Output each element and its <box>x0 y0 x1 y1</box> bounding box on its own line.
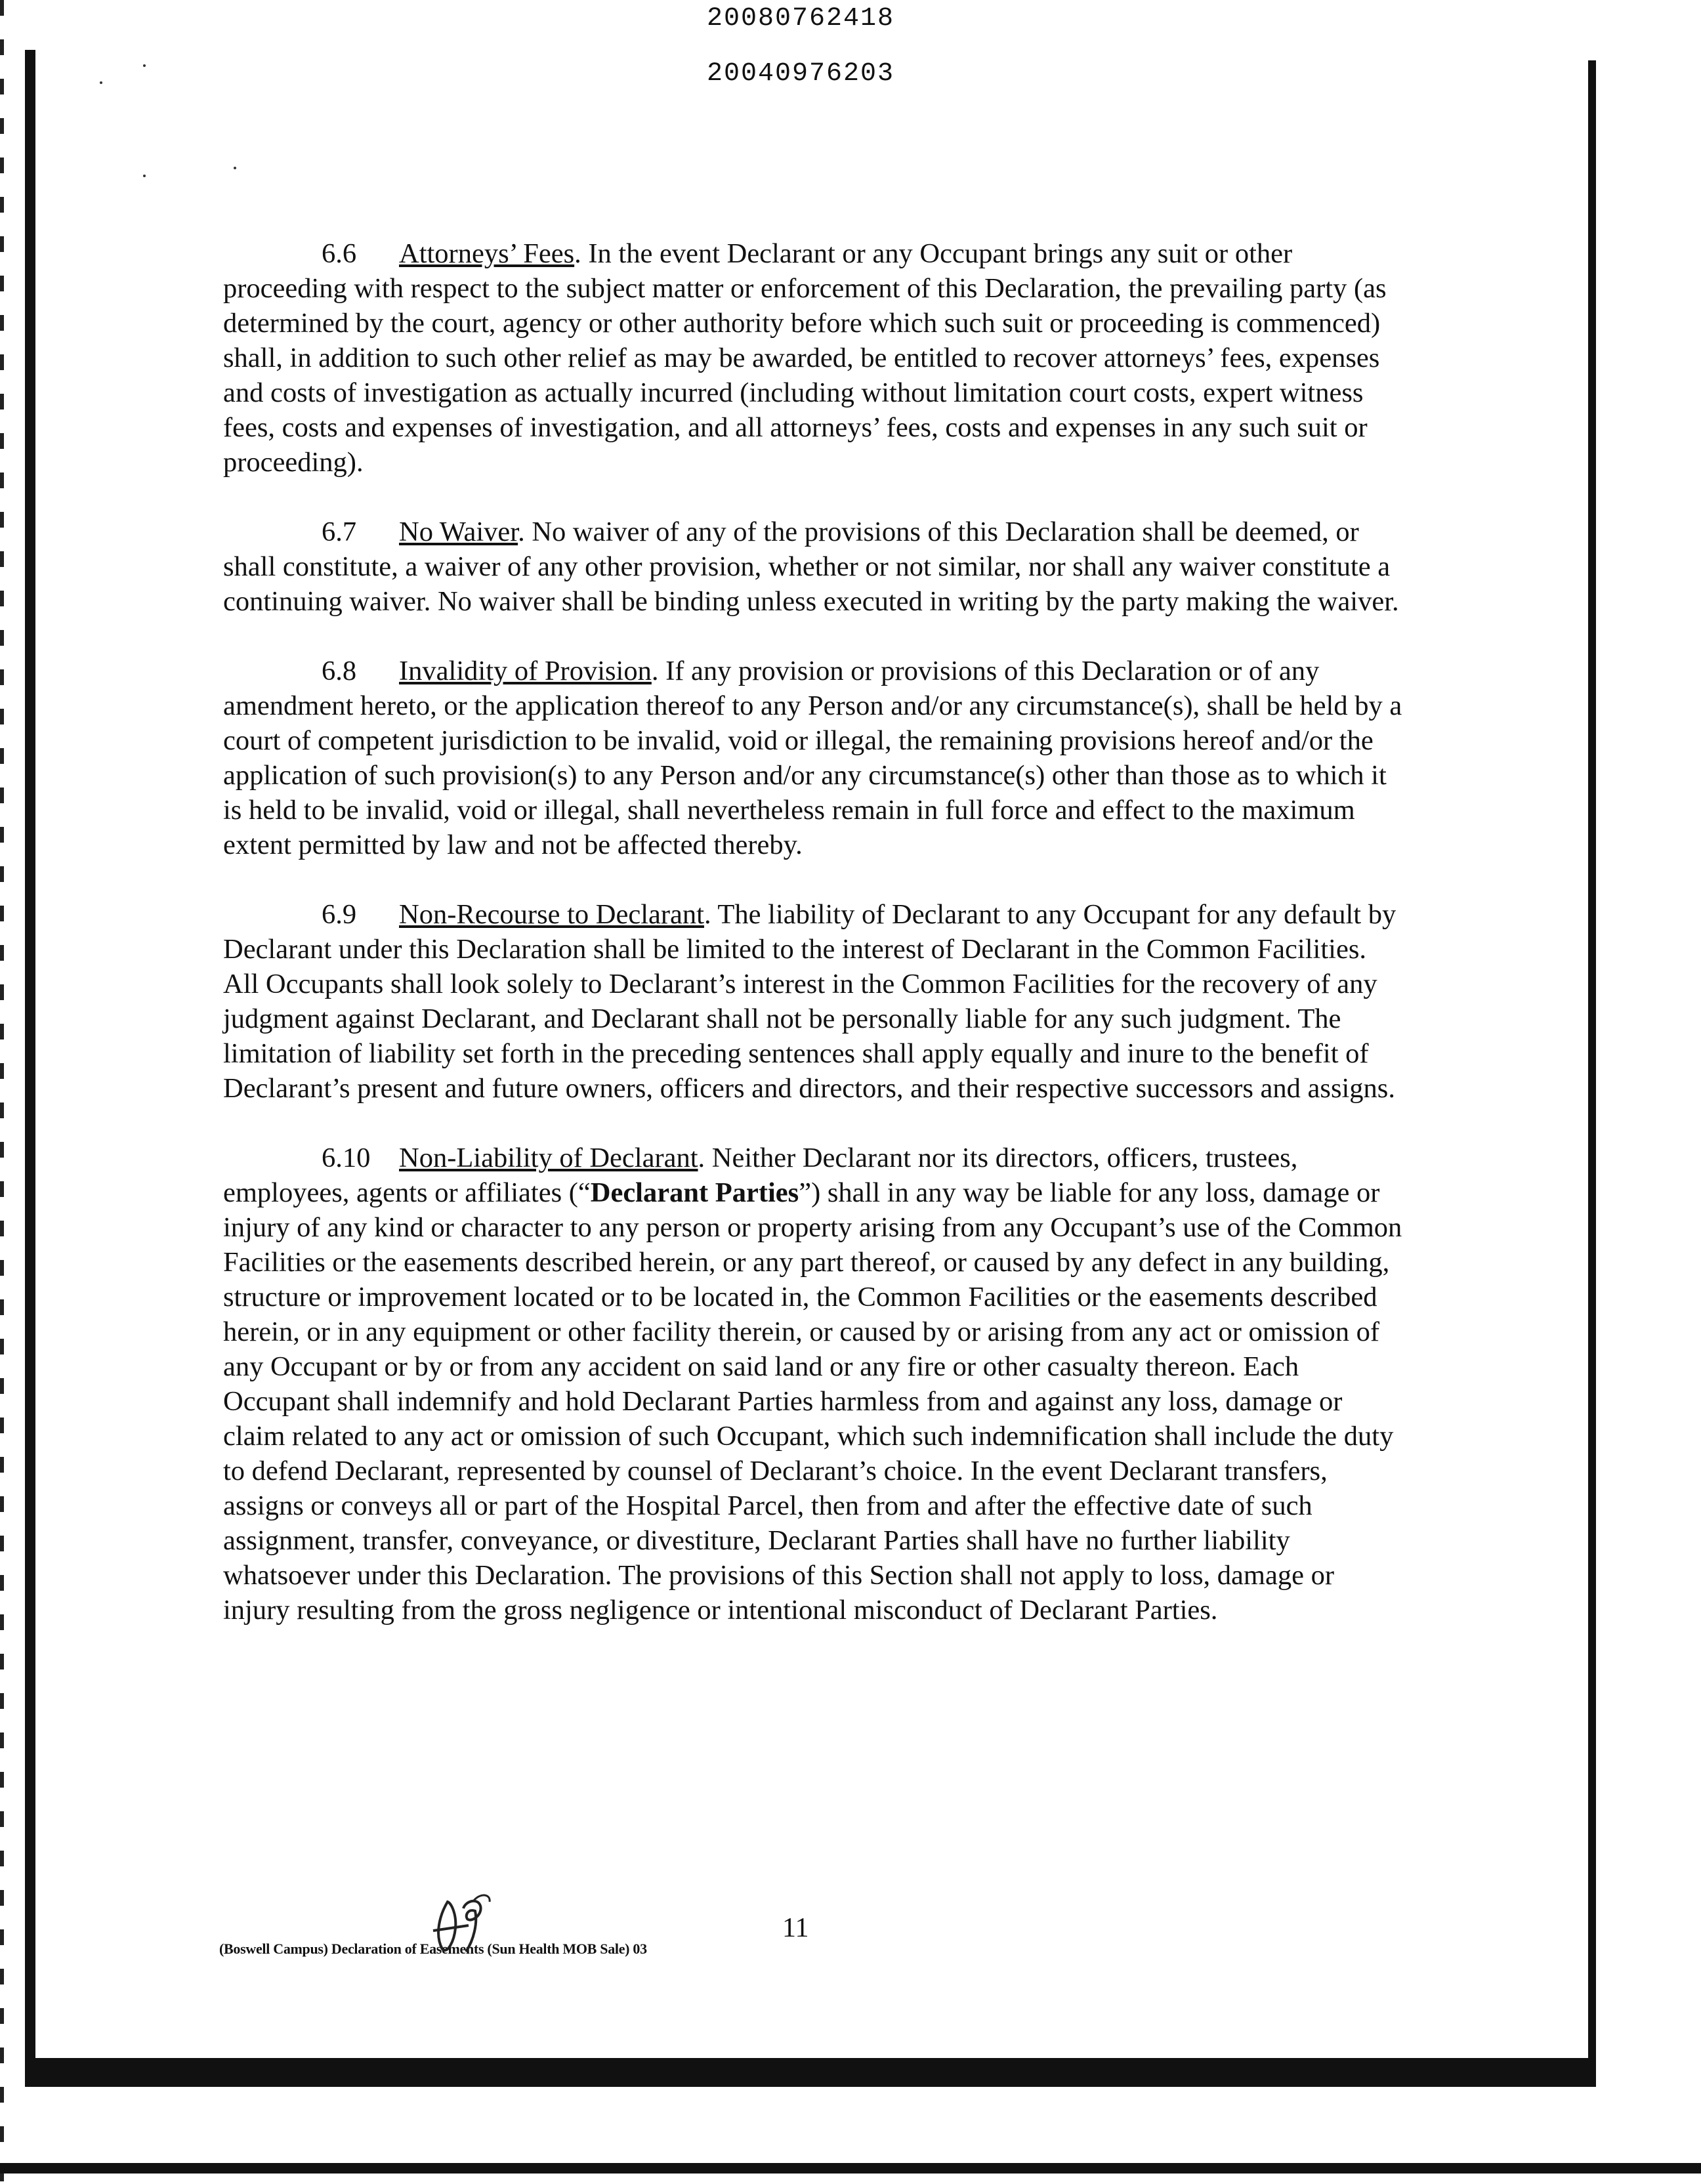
scan-border-right <box>1588 60 1596 2084</box>
section-text: . In the event Declarant or any Occupant brings any suit or other proceeding with respect to the subject matter or enforcement of this Declaration, the prevailing party (as determined by the court, agency or other authority before which such suit or proceeding is commenced) shall, in addition to such other relief as may be awarded, be entitled to recover attorneys’ fees, expenses and costs of investigation as actually incurred (including without limitation court costs, expert witness fees, costs and expenses of investigation, and all attorneys’ fees, costs and expenses in any such suit or proceeding). <box>223 238 1387 478</box>
page-number: 11 <box>782 1913 809 1943</box>
scan-border-left <box>25 50 35 2084</box>
handwritten-initials-signature <box>428 1889 500 1961</box>
defined-term: Declarant Parties <box>590 1177 799 1208</box>
scan-border-bottom <box>25 2058 1596 2087</box>
recording-number-top: 20080762418 <box>706 4 895 33</box>
section-text: ”) shall in any way be liable for any loss, damage or injury of any kind or character to any person or property arising from any Occupant’s use of the Common Facilities or the easements described herein, or any part thereof, or caused by any defect in any building, structure or improvement located or to be located in, the Common Facilities or the easements described herein, or in any equipment or other facility therein, or caused by or arising from any act or omission of any Occupant or by or from any accident on said land or any fire or other casualty thereon. Each Occupant shall indemnify and hold Declarant Parties harmless from and against any loss, damage or claim related to any act or omission of such Occupant, which such indemnification shall include the duty to defend Declarant, represented by counsel of Declarant’s choice. In the event Declarant transfers, assigns or conveys all or part of the Hospital Parcel, then from and after the effective date of such assignment, transfer, conveyance, or divestiture, Declarant Parties shall have no further liability whatsoever under this Declaration. The provisions of this Section shall not apply to loss, damage or injury resulting from the gross negligence or intentional misconduct of Declarant Parties. <box>223 1177 1402 1626</box>
section-title: No Waiver <box>399 516 518 547</box>
section-text: . The liability of Declarant to any Occupant for any default by Declarant under this Declaration shall be limited to the interest of Declarant in the Common Facilities. All Occupants shall look solely to Declarant’s interest in the Common Facilities for the recovery of any judgment against Declarant, and Declarant shall not be personally liable for any such judgment. The limitation of liability set forth in the preceding sentences shall apply equally and inure to the benefit of Declarant’s present and future owners, officers and directors, and their respective successors and assigns. <box>223 899 1396 1104</box>
scan-border-bottom-outer <box>0 2163 1701 2174</box>
scan-speck <box>234 167 236 169</box>
scan-speck <box>143 175 146 177</box>
section-6-10 <box>223 1141 1404 1628</box>
section-text: . Neither Declarant nor its directors, officers, trustees, employees, agents or affiliates (“ <box>223 1143 1298 1208</box>
section-title: Invalidity of Provision <box>399 656 652 686</box>
scan-edge-left <box>0 0 4 2184</box>
section-number: 6.8 <box>322 656 357 686</box>
section-text: . If any provision or provisions of this Declaration or of any amendment hereto, or the application thereof to any Person and/or any circumstance(s), shall be held by a court of competent jurisdiction to be invalid, void or illegal, the remaining provisions hereof and/or the application of such provision(s) to any Person and/or any circumstance(s) other than those as to which it is held to be invalid, void or illegal, shall nevertheless remain in full force and effect to the maximum extent permitted by law and not be affected thereby. <box>223 656 1402 860</box>
section-6-6 <box>223 236 1404 480</box>
section-title: Non-Recourse to Declarant <box>399 899 704 930</box>
section-number: 6.6 <box>322 238 357 269</box>
footer-document-title: (Boswell Campus) Declaration of Easements (Sun Health MOB Sale) 03 <box>219 1941 647 1957</box>
section-number: 6.9 <box>322 899 357 930</box>
section-6-7 <box>223 514 1404 619</box>
recording-number-second: 20040976203 <box>706 59 895 89</box>
section-number: 6.10 <box>322 1143 371 1173</box>
section-number: 6.7 <box>322 516 357 547</box>
section-text: . No waiver of any of the provisions of this Declaration shall be deemed, or shall constitute, a waiver of any other provision, whether or not similar, nor shall any waiver constitute a continuing waiver. No waiver shall be binding unless executed in writing by the party making the waiver. <box>223 516 1399 617</box>
document-body <box>223 236 1404 1662</box>
section-6-8 <box>223 654 1404 862</box>
section-title: Attorneys’ Fees <box>399 238 575 269</box>
section-title: Non-Liability of Declarant <box>399 1143 698 1173</box>
section-6-9 <box>223 897 1404 1106</box>
